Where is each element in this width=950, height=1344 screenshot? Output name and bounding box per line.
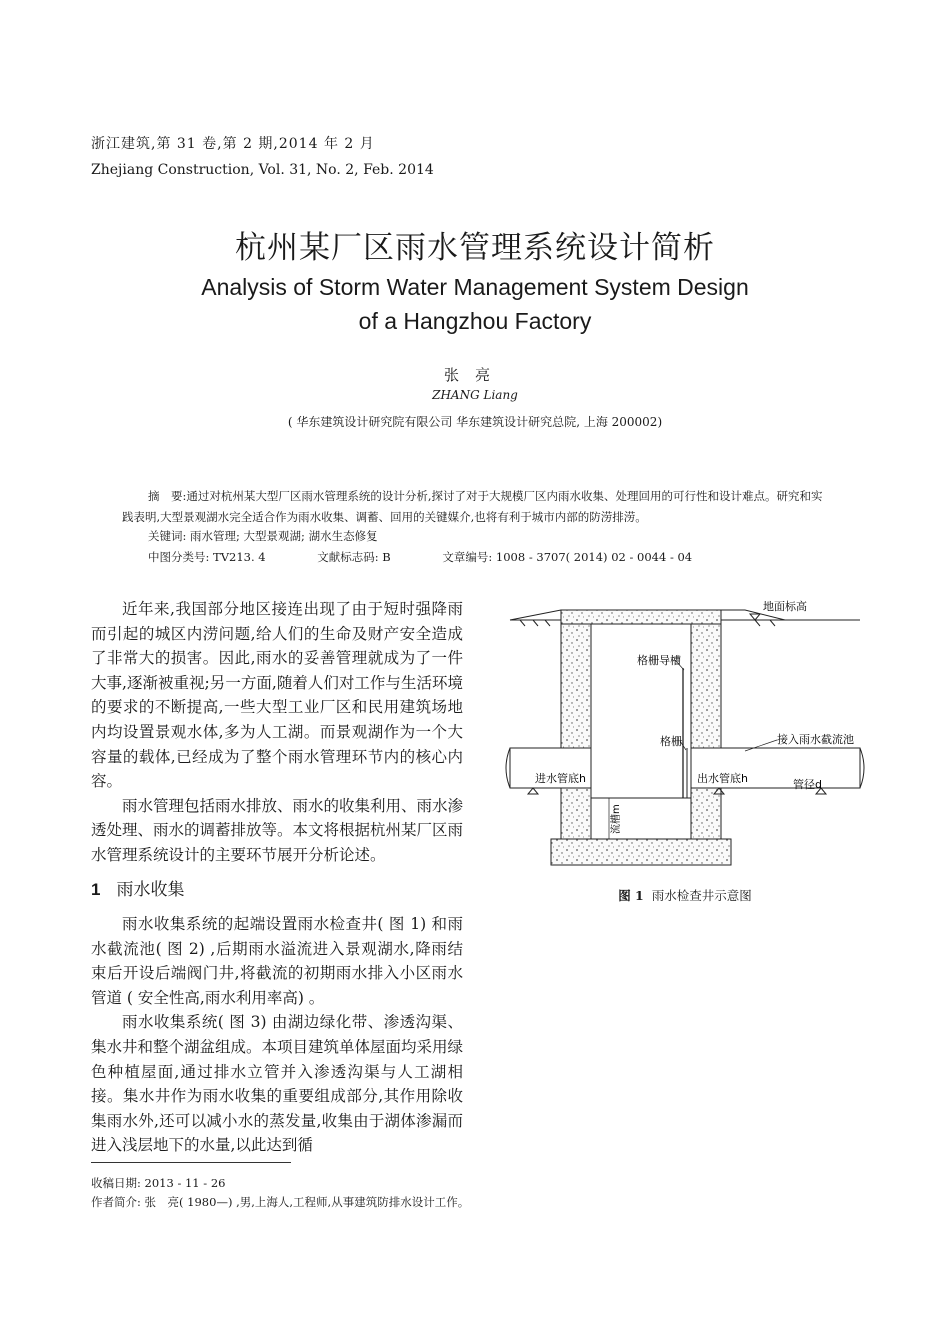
title-chinese: 杭州某厂区雨水管理系统设计简析 [235, 230, 715, 266]
journal-header-cn: 浙江建筑,第 31 卷,第 2 期,2014 年 2 月 [91, 136, 375, 152]
abstract-text: 通过对杭州某大型厂区雨水管理系统的设计分析,探讨了对于大规模厂区内雨水收集、处理回用的可行性和设计难点。研究和实践表明,大型景观湖水完全适合作为雨水收集、调蓄、回用的关键媒介,也将有利于城市内部的防涝排涝。 [122, 489, 823, 524]
label-grate-guide: 格栅导槽 [637, 654, 681, 667]
label-outlet: 出水管底h [697, 772, 748, 785]
figure-caption-text: 雨水检查井示意图 [651, 888, 752, 903]
article-number: 文章编号: 1008 - 3707( 2014) 02 - 0044 - 04 [442, 550, 693, 564]
document-code: 文献标志码: B [317, 550, 391, 564]
title-english-line1: Analysis of Storm Water Management System Design [201, 274, 749, 300]
received-date: 收稿日期: 2013 - 11 - 26 [91, 1176, 226, 1190]
figure-inspection-well [505, 598, 865, 888]
section-heading-1 [91, 875, 184, 900]
keywords [148, 528, 378, 544]
section-number: 1 [91, 880, 101, 899]
label-grate: 格栅 [660, 735, 682, 748]
label-ground: 地面标高 [763, 600, 807, 613]
author-chinese: 张亮 [443, 366, 506, 384]
figure-caption [505, 886, 865, 904]
title-english [0, 270, 950, 338]
paragraph-3: 雨水收集系统的起端设置雨水检查井( 图 1) 和雨水截流池( 图 2) ,后期雨水溢流进入景观湖水,降雨结束后开设后端阀门井,将截流的初期雨水排入小区雨水管道 ( 安全性高,雨水利用率高) 。 [91, 915, 463, 1007]
keywords-label: 关键词: [148, 529, 187, 543]
journal-header-en: Zhejiang Construction, Vol. 31, No. 2, Feb. 2014 [91, 162, 434, 178]
footnote-rule [91, 1162, 291, 1163]
author-english: ZHANG Liang [432, 388, 518, 402]
author-bio: 作者简介: 张 亮( 1980—) ,男,上海人,工程师,从事建筑防排水设计工作。 [91, 1195, 470, 1209]
body-section-1 [91, 912, 463, 1158]
author-affiliation: ( 华东建筑设计研究院有限公司 华东建筑设计研究总院, 上海 200002) [287, 415, 663, 429]
clc-number: 中图分类号: TV213. 4 [148, 550, 266, 564]
figure-caption-label: 图 1 [618, 888, 644, 903]
abstract [122, 486, 830, 528]
label-sump: 流槽m [611, 804, 622, 834]
abstract-label: 摘 要: [148, 489, 187, 503]
keywords-text: 雨水管理; 大型景观湖; 湖水生态修复 [190, 529, 378, 543]
label-diameter: 管径d [793, 778, 822, 791]
label-inlet: 进水管底h [535, 772, 586, 785]
paragraph-4: 雨水收集系统( 图 3) 由湖边绿化带、渗透沟渠、集水井和整个湖盆组成。本项目建筑单体屋面均采用绿色种植屋面,通过排水立管并入渗透沟渠与人工湖相接。集水井作为雨水收集的重要组成部分,其作用除收集雨水外,还可以减小水的蒸发量,收集由于湖体渗漏而进入浅层地下的水量,以此达到循 [91, 1013, 464, 1155]
classification-line [148, 549, 740, 565]
section-title: 雨水收集 [116, 880, 185, 899]
paragraph-2: 雨水管理包括雨水排放、雨水的收集利用、雨水渗透处理、雨水的调蓄排放等。本文将根据杭州某厂区雨水管理系统设计的主要环节展开分析论述。 [91, 796, 464, 864]
body-intro [91, 597, 463, 868]
title-english-line2: of a Hangzhou Factory [358, 308, 592, 334]
paragraph-1: 近年来,我国部分地区接连出现了由于短时强降雨而引起的城区内涝问题,给人们的生命及财产安全造成了非常大的损害。因此,雨水的妥善管理就成为了一件大事,逐渐被重视;另一方面,随着人们对工作与生活环境的要求的不断提高,一些大型工业厂区和民用建筑场地内均设置景观水体,多为人工湖。而景观湖作为一个大容量的载体,已经成为了整个雨水管理环节内的核心内容。 [91, 600, 463, 791]
label-connect: 接入雨水截流池 [777, 733, 854, 746]
